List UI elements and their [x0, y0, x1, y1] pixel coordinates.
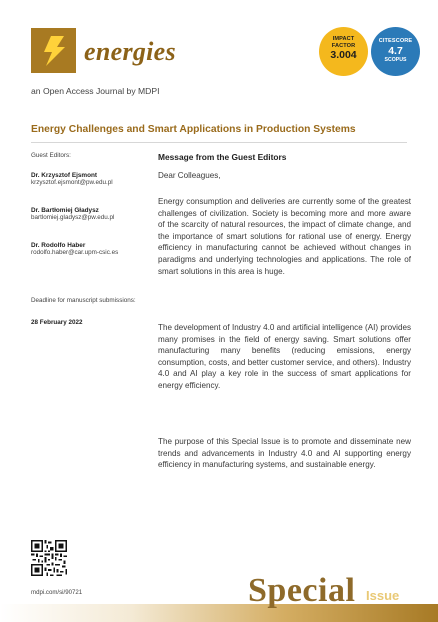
- editor-email[interactable]: krzysztof.ejsmont@pw.edu.pl: [31, 179, 113, 186]
- lightning-bolt-icon: [31, 28, 76, 73]
- message-greeting: Dear Colleagues,: [158, 171, 221, 180]
- impact-factor-label-2: FACTOR: [331, 42, 356, 49]
- editor-entry: [31, 207, 143, 221]
- qr-code-icon[interactable]: [31, 540, 67, 576]
- editor-name: Dr. Rodolfo Haber: [31, 242, 86, 249]
- deadline-label: Deadline for manuscript submissions:: [31, 297, 136, 304]
- citescore-label: CITESCORE: [378, 38, 413, 44]
- message-paragraph: The purpose of this Special Issue is to promote and disseminate new trends and advancements in Industry 4.0 and AI supporting energy efficiency in manufacturing systems, and sustainable energy.: [158, 437, 411, 470]
- special-issue-url[interactable]: mdpi.com/si/90721: [31, 589, 83, 596]
- editor-name: Dr. Krzysztof Ejsmont: [31, 172, 98, 179]
- journal-subtitle: an Open Access Journal by MDPI: [31, 86, 160, 96]
- citescore-source: SCOPUS: [384, 56, 407, 63]
- editor-entry: [31, 242, 143, 256]
- citescore-value: 4.7: [388, 44, 403, 57]
- issue-wordmark: Issue: [366, 588, 400, 603]
- citescore-badge: [371, 27, 420, 76]
- editor-email[interactable]: bartlomiej.gladysz@pw.edu.pl: [31, 214, 115, 221]
- editor-email[interactable]: rodolfo.haber@car.upm-csic.es: [31, 249, 119, 256]
- deadline-date: 28 February 2022: [31, 319, 83, 326]
- special-issue-title: Energy Challenges and Smart Applications in Production Systems: [31, 124, 356, 135]
- impact-factor-badge: [319, 27, 368, 76]
- message-heading: Message from the Guest Editors: [158, 152, 287, 162]
- journal-logo: [31, 28, 76, 73]
- impact-factor-value: 3.004: [330, 49, 357, 62]
- divider: [31, 142, 407, 143]
- guest-editors-heading: Guest Editors:: [31, 152, 71, 159]
- editor-name: Dr. Bartłomiej Gładysz: [31, 207, 99, 214]
- special-wordmark: Special: [248, 572, 356, 609]
- impact-factor-label-1: IMPACT: [332, 36, 355, 42]
- journal-name: energies: [84, 37, 176, 66]
- footer-gradient-band: [0, 604, 438, 622]
- message-paragraph: The development of Industry 4.0 and artificial intelligence (AI) provides many promises in the field of energy saving. Smart solutions offer manufacturing many benefits (reducing emissions, energy consumption, costs, and better customer service, and others). Industry 4.0 and AI play a key role in the success of smart applications for energy efficiency.: [158, 323, 411, 390]
- message-paragraph: Energy consumption and deliveries are currently some of the greatest challenges of civilization. Society is becoming more and more aware of the scarcity of natural resources, the impact of climate change, and the importance of smart solutions for rational use of energy. Energy efficiency in manufacturing cannot be achieved without changes in paradigms and underlying technologies and applications. The role of smart solutions in this area is huge.: [158, 197, 411, 276]
- editor-entry: [31, 172, 143, 186]
